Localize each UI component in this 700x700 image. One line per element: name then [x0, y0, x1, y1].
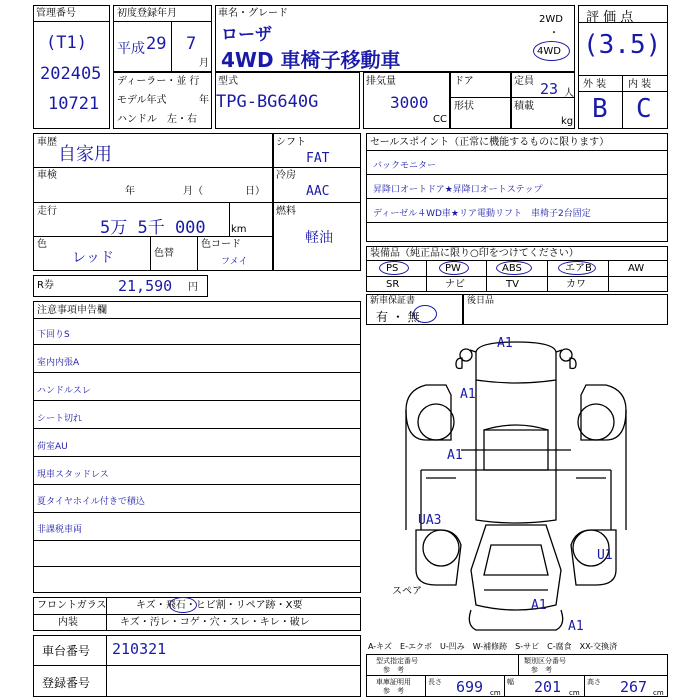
equip-navi: ナビ	[445, 279, 465, 290]
note-item: 荷室AU	[37, 442, 68, 452]
equip-sr: SR	[386, 279, 400, 290]
cooling-label: 冷房	[276, 170, 296, 181]
usage-label: 車歴	[37, 137, 57, 148]
mileage-value: 5万 5千 000	[100, 218, 206, 238]
cert-ref: 参 考	[383, 687, 404, 695]
type-cert-label: 型式指定番号	[376, 657, 418, 665]
load-label: 積載	[514, 101, 534, 112]
reg-date-label: 初度登録年月	[117, 8, 177, 19]
score-label: 評 価 点	[586, 10, 634, 25]
drive-4wd: 4WD	[537, 46, 561, 57]
door-label: ドア	[454, 76, 474, 87]
equip-ps-circle	[379, 261, 409, 275]
type-cert-ref: 参 考	[383, 666, 404, 674]
equip-leather: カワ	[566, 279, 586, 290]
class-label: 類別区分番号	[524, 657, 566, 665]
model-year-unit: 年	[199, 95, 209, 106]
cooling-value: AAC	[306, 184, 330, 199]
color-value: レッド	[72, 250, 114, 266]
warranty-value: 有 ・ 無	[376, 310, 420, 324]
equip-airbag-circle	[558, 261, 596, 275]
damage-mark: A1	[568, 619, 584, 634]
sales-point-item: 昇降口オートドア★昇降口オートステップ	[373, 185, 543, 195]
equip-airbag: エアB	[565, 263, 592, 274]
sales-point-item: ディーゼル４WD車★リア電動リフト 車椅子2台固定	[373, 209, 591, 219]
height-value: 267	[620, 678, 648, 696]
length-unit: cm	[490, 689, 501, 697]
reg-year: 29	[146, 34, 167, 54]
recycle-unit: 円	[188, 282, 198, 293]
damage-legend: A-キズ E-エクボ U-凹み W-補修跡 S-サビ C-腐食 XX-交換済	[368, 642, 618, 651]
chassis-label: 車台番号	[42, 644, 91, 658]
front-glass-label: フロントガラス	[37, 600, 107, 611]
displacement-value: 3000	[390, 93, 429, 112]
type-value: TPG-BG640G	[216, 92, 319, 112]
shape-label: 形状	[454, 101, 474, 112]
class-ref: 参 考	[531, 666, 552, 674]
exterior-grade: B	[592, 94, 608, 124]
front-glass-circle	[169, 597, 197, 613]
car-grade: 4WD 車椅子移動車	[221, 48, 401, 72]
chassis-value: 210321	[112, 640, 167, 658]
recycle-label: R券	[37, 280, 54, 291]
inspection-day: 日）	[245, 186, 265, 197]
note-item: 室内内張A	[37, 358, 80, 368]
equipment-title: 装備品（純正品に限り○印をつけてください）	[370, 248, 579, 259]
equip-pw-circle	[439, 261, 469, 275]
note-item: 現車スタッドレス	[37, 470, 109, 480]
damage-mark: A1	[531, 598, 547, 613]
guide-label: 後日品	[467, 296, 495, 306]
sales-points-title: セールスポイント（正常に機能するものに限ります）	[370, 137, 610, 148]
damage-mark: A1	[460, 387, 476, 402]
note-item: 非課税車両	[37, 525, 83, 535]
drive-2wd: 2WD	[539, 14, 563, 25]
equip-ps: PS	[386, 263, 399, 274]
note-item: 下回りS	[37, 330, 70, 340]
inspection-month: 月（	[183, 186, 203, 197]
color-label: 色	[37, 239, 47, 250]
spare-label: スペア	[392, 586, 422, 597]
reg-era: 平成	[117, 41, 145, 57]
damage-mark: U1	[597, 548, 613, 563]
damage-mark: A1	[447, 448, 463, 463]
mgmt-no1: 202405	[40, 64, 102, 84]
notes-title: 注意事項申告欄	[37, 305, 107, 316]
height-label: 高さ	[587, 678, 601, 686]
handle-label: ハンドル 左・右	[117, 114, 197, 125]
color-code-value: フメイ	[221, 257, 248, 267]
drive-dot: ・	[549, 28, 559, 39]
damage-mark: UA3	[418, 513, 442, 528]
warranty-circle	[413, 305, 437, 323]
note-item: 夏タイヤホイル付きで積込	[37, 497, 145, 507]
inspection-label: 車検	[37, 170, 57, 181]
displacement-unit: CC	[433, 114, 447, 125]
width-label: 幅	[507, 678, 514, 686]
equip-pw: PW	[445, 263, 461, 274]
warranty-label: 新車保証書	[370, 296, 416, 306]
equip-aw: AW	[628, 263, 645, 274]
car-name-label: 車名・グレード	[218, 8, 288, 19]
dealer-label: ディーラー・並 行	[117, 76, 200, 87]
note-item: シート切れ	[37, 414, 83, 424]
length-label: 長さ	[428, 678, 442, 686]
mgmt-t: (T1)	[46, 33, 87, 53]
equip-abs: ABS	[502, 263, 522, 274]
type-label: 型式	[218, 76, 238, 87]
color-code-label: 色コード	[201, 239, 241, 250]
mgmt-no2: 10721	[48, 94, 100, 114]
equip-abs-circle	[496, 261, 532, 275]
width-unit: cm	[569, 689, 580, 697]
registration-label: 登録番号	[42, 676, 91, 690]
shift-label: シフト	[276, 137, 306, 148]
damage-mark: A1	[497, 336, 513, 351]
equip-tv: TV	[506, 279, 519, 290]
mileage-label: 走行	[37, 206, 57, 217]
shift-value: FAT	[306, 151, 330, 166]
load-unit: kg	[561, 116, 574, 127]
length-value: 699	[456, 678, 484, 696]
cert-label: 車庫証明用	[376, 678, 411, 686]
reg-month: 7	[186, 34, 197, 54]
exterior-label: 外 装	[583, 79, 607, 90]
height-unit: cm	[653, 689, 664, 697]
reg-month-unit: 月	[199, 58, 209, 69]
fuel-value: 軽油	[305, 230, 333, 246]
model-year-label: モデル年式	[117, 95, 167, 106]
car-name: ローザ	[221, 25, 272, 45]
interior-cond-text: キズ・汚レ・コゲ・穴・スレ・キレ・破レ	[120, 617, 310, 628]
capacity-value: 23	[540, 80, 559, 98]
fuel-label: 燃料	[276, 206, 296, 217]
width-value: 201	[534, 678, 562, 696]
color-change-label: 色替	[154, 248, 174, 259]
sales-point-item: バックモニター	[373, 161, 437, 171]
mileage-unit: km	[231, 224, 247, 235]
interior-cond-label: 内装	[58, 617, 78, 628]
capacity-unit: 人	[564, 88, 574, 99]
front-glass-text: キズ・飛石・ヒビ割・リペア跡・X要	[136, 600, 303, 611]
displacement-label: 排気量	[366, 76, 396, 87]
usage-value: 自家用	[58, 144, 112, 165]
mgmt-label: 管理番号	[36, 8, 76, 19]
inspection-year: 年	[125, 186, 135, 197]
score-value: (3.5)	[583, 30, 662, 60]
interior-grade: C	[636, 94, 652, 124]
interior-label: 内 装	[628, 79, 652, 90]
capacity-label: 定員	[514, 76, 534, 87]
note-item: ハンドルスレ	[37, 386, 91, 396]
recycle-value: 21,590	[118, 277, 173, 295]
